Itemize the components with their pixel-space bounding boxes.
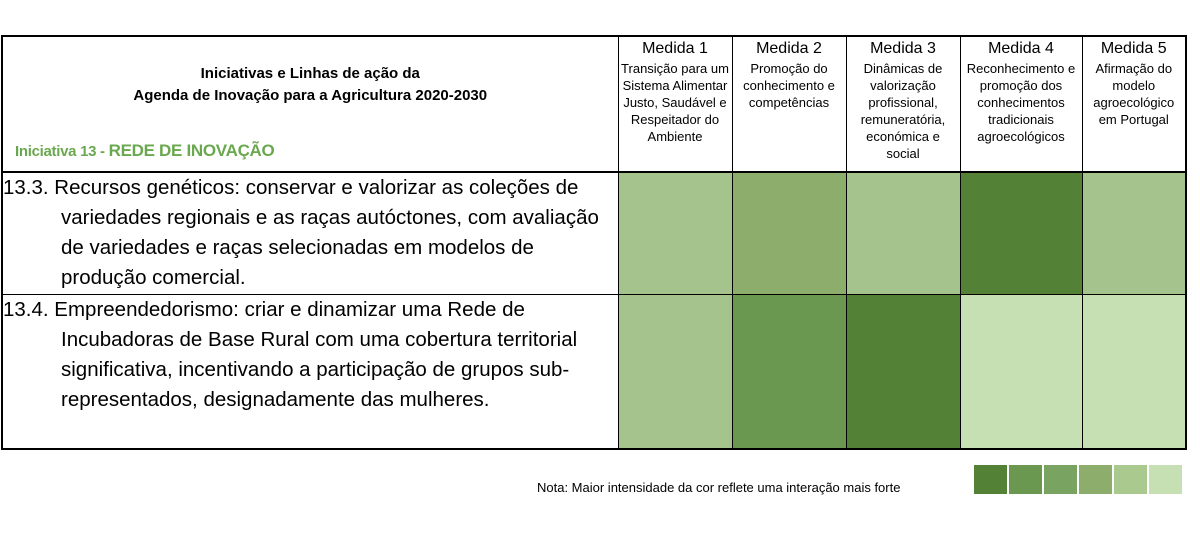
medida-1-header: [618, 36, 732, 172]
table-title-line-1: Iniciativas e Linhas de ação da: [200, 65, 420, 82]
table-title-cell: [2, 36, 618, 172]
table-row-13-3: [2, 172, 1186, 294]
header-row: [2, 36, 1186, 172]
medida-5-description: Afirmação do modelo agroecológico em Portugal: [1093, 61, 1175, 127]
initiative-label: [15, 141, 274, 161]
medida-4-title: Medida 4: [988, 40, 1054, 57]
medida-1-title: Medida 1: [642, 40, 708, 57]
medida-3-header: [846, 36, 960, 172]
medida-5-title: Medida 5: [1100, 40, 1167, 57]
legend-swatch-2: [1009, 465, 1042, 494]
legend-swatch-6: [1149, 465, 1182, 494]
medida-4-description: Reconhecimento e promoção dos conhecimentos tradicionais agroecológicos: [966, 61, 1076, 144]
row-13-4-medida-5-cell: [1082, 294, 1186, 449]
row-13-4-medida-3-cell: [846, 294, 960, 449]
legend-swatch-3: [1044, 465, 1077, 494]
medida-1-description: Transição para um Sistema Alimentar Justo, Saudável e Respeitador do Ambiente: [621, 61, 729, 144]
row-13-3-medida-1-cell: [618, 172, 732, 294]
medida-3-description: Dinâmicas de valorização profissional, remuneratória, económica e social: [860, 61, 946, 161]
legend-note: Nota: Maior intensidade da cor reflete uma interação mais forte: [537, 480, 901, 495]
medida-2-description: Promoção do conhecimento e competências: [743, 61, 835, 110]
initiative-name: REDE DE INOVAÇÃO: [108, 141, 275, 160]
legend-color-scale: [974, 465, 1182, 494]
row-13-3-text: 13.3. Recursos genéticos: conservar e valorizar as coleções de variedades regionais e as raças autóctones, com avaliação de variedades e raças selecionadas em modelos de produção comercial.: [3, 176, 599, 289]
initiative-prefix: Iniciativa 13 -: [15, 143, 109, 160]
row-13-4-medida-4-cell: [960, 294, 1082, 449]
medida-3-title: Medida 3: [870, 40, 936, 57]
row-13-3-medida-5-cell: [1082, 172, 1186, 294]
row-13-4-text: 13.4. Empreendedorismo: criar e dinamizar uma Rede de Incubadoras de Base Rural com uma cobertura territorial significativa, incentivando a participação de grupos sub-representados, designadamente das mulheres.: [3, 297, 578, 411]
row-13-3-text-cell: [2, 172, 618, 294]
row-13-3-medida-2-cell: [732, 172, 846, 294]
medida-4-header: [960, 36, 1082, 172]
initiatives-matrix-table: [1, 35, 1187, 450]
row-13-4-medida-2-cell: [732, 294, 846, 449]
row-13-3-medida-3-cell: [846, 172, 960, 294]
row-13-3-medida-4-cell: [960, 172, 1082, 294]
medida-5-header: [1082, 36, 1186, 172]
table-row-13-4: [2, 294, 1186, 449]
legend-swatch-4: [1079, 465, 1112, 494]
row-13-4-medida-1-cell: [618, 294, 732, 449]
row-13-4-text-cell: [2, 294, 618, 449]
legend-swatch-1: [974, 465, 1007, 494]
table-title-line-2: Agenda de Inovação para a Agricultura 2020-2030: [133, 87, 488, 104]
medida-2-header: [732, 36, 846, 172]
legend-swatch-5: [1114, 465, 1147, 494]
medida-2-title: Medida 2: [756, 40, 822, 57]
